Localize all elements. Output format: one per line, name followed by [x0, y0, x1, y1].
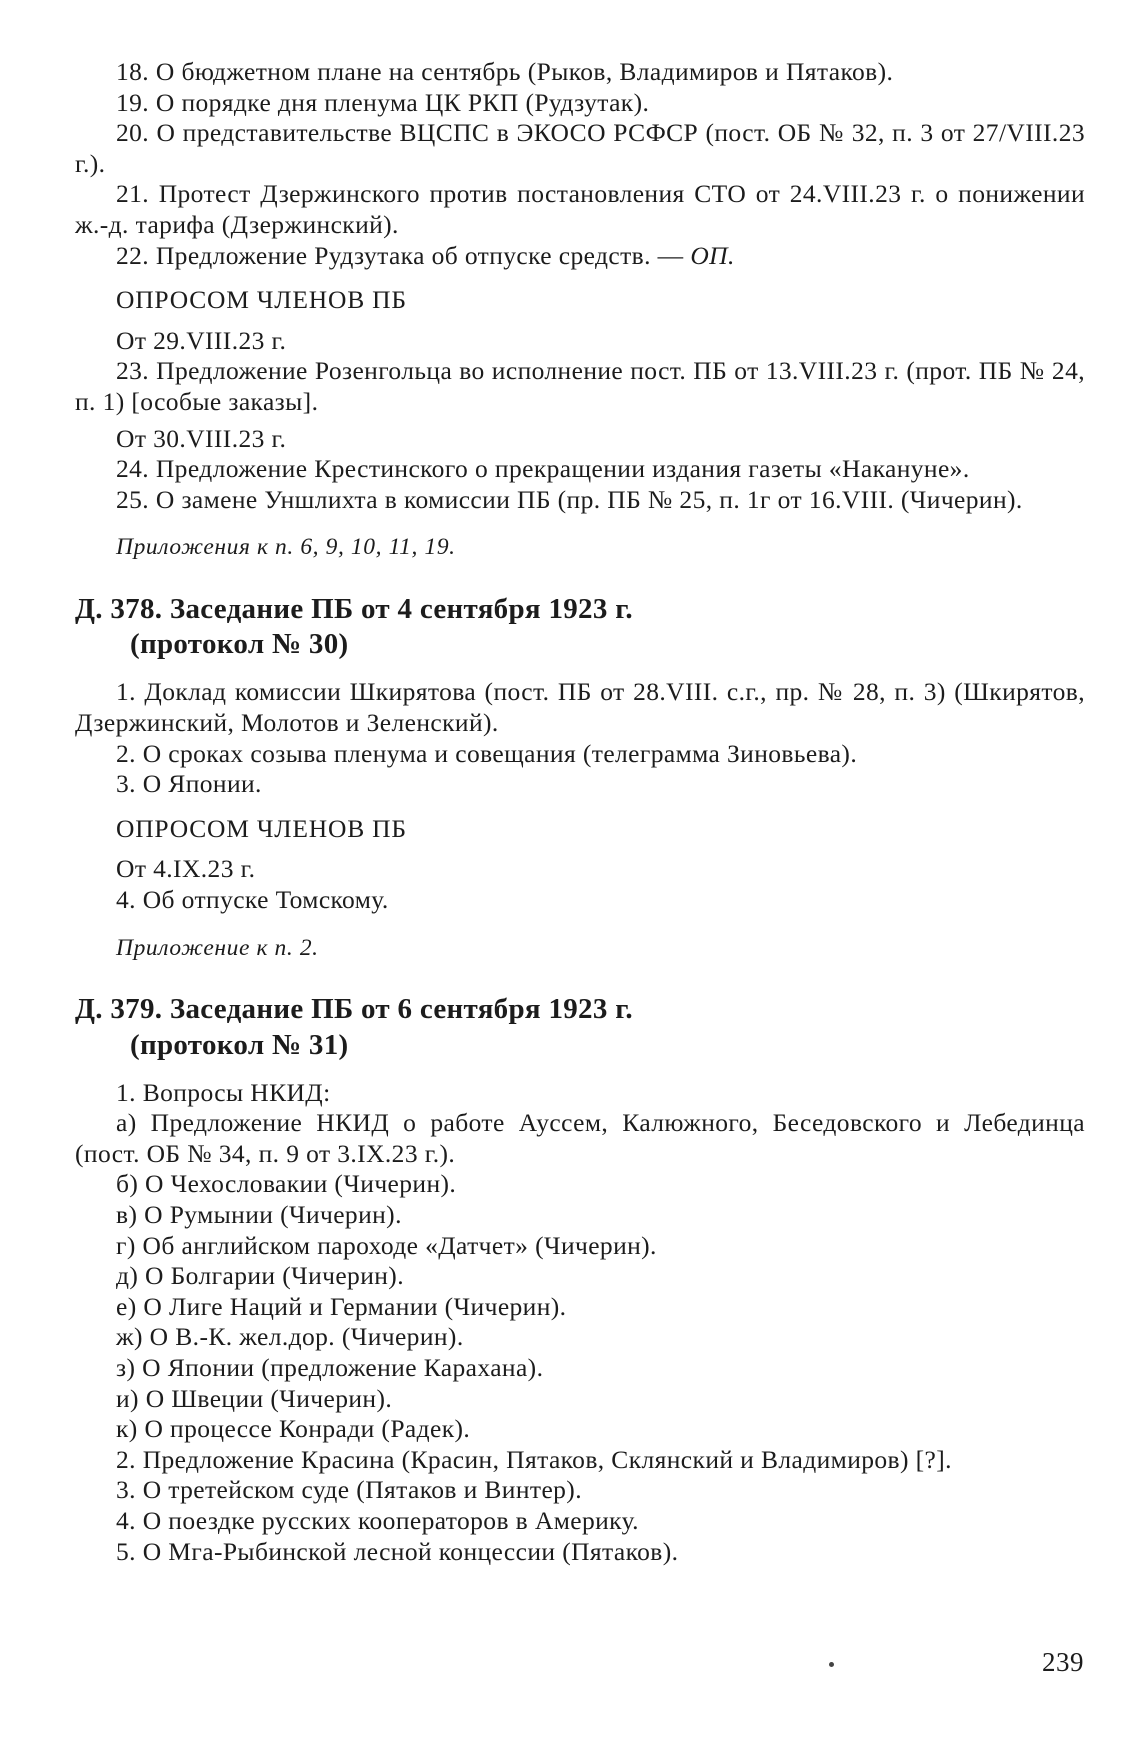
list-item: 24. Предложение Крестинского о прекращении издания газеты «Накануне». — [116, 454, 970, 484]
poll-date: От 4.IX.23 г. — [116, 854, 256, 884]
list-item: 2. О сроках созыва пленума и совещания (телеграмма Зиновьева). — [116, 738, 858, 768]
appendix-note: Приложения к п. 6, 9, 10, 11, 19. — [116, 534, 456, 561]
protocol-line: (протокол № 30) — [130, 628, 349, 661]
poll-heading: ОПРОСОМ ЧЛЕНОВ ПБ — [116, 813, 407, 843]
item-22-suffix: ОП. — [690, 240, 735, 270]
appendix-note: Приложение к п. 2. — [116, 934, 319, 961]
list-item: г) Об английском пароходе «Датчет» (Чичерин). — [116, 1230, 657, 1260]
list-item: а) Предложение НКИД о работе Ауссем, Калюжного, Беседовского и Лебединца (пост. ОБ № 34, п. 9 от 3.IX.23 г.). — [75, 1108, 1085, 1168]
list-item: 2. Предложение Красина (Красин, Пятаков, Склянский и Владимиров) [?]. — [116, 1444, 952, 1474]
list-item: 21. Протест Дзержинского против постановления СТО от 24.VIII.23 г. о понижении ж.-д. тарифа (Дзержинский). — [75, 179, 1085, 239]
list-item: 23. Предложение Розенгольца во исполнение пост. ПБ от 13.VIII.23 г. (прот. ПБ № 24, п. 1) [особые заказы]. — [75, 356, 1085, 416]
list-item: 19. О порядке дня пленума ЦК РКП (Рудзутак). — [116, 87, 650, 117]
list-item: д) О Болгарии (Чичерин). — [116, 1261, 404, 1291]
list-item: 4. О поездке русских кооператоров в Америку. — [116, 1505, 639, 1535]
poll-heading: ОПРОСОМ ЧЛЕНОВ ПБ — [116, 285, 407, 315]
protocol-line: (протокол № 31) — [130, 1028, 349, 1061]
document-379-title — [75, 992, 1085, 1064]
title-line: Д. 378. Заседание ПБ от 4 сентября 1923 г. — [75, 592, 633, 625]
list-item: 3. О Японии. — [116, 769, 262, 799]
list-item: в) О Румынии (Чичерин). — [116, 1200, 402, 1230]
list-item: 20. О представительстве ВЦСПС в ЭКОСО РСФСР (пост. ОБ № 32, п. 3 от 27/VIII.23 г.). — [75, 118, 1085, 178]
list-item: е) О Лиге Наций и Германии (Чичерин). — [116, 1291, 567, 1321]
page-number: 239 — [1042, 1647, 1084, 1677]
list-item: 3. О третейском суде (Пятаков и Винтер). — [116, 1475, 582, 1505]
list-item: и) О Швеции (Чичерин). — [116, 1383, 393, 1413]
list-item — [75, 241, 1085, 272]
document-378-title — [75, 592, 1085, 664]
list-item: ж) О В.-К. жел.дор. (Чичерин). — [116, 1322, 464, 1352]
list-item: 4. Об отпуске Томскому. — [116, 884, 389, 914]
list-item: 1. Доклад комиссии Шкирятова (пост. ПБ от 28.VIII. с.г., пр. № 28, п. 3) (Шкирятов, Дзержинский, Молотов и Зеленский). — [75, 677, 1085, 737]
list-item: 25. О замене Уншлихта в комиссии ПБ (пр. ПБ № 25, п. 1г от 16.VIII. (Чичерин). — [116, 484, 1023, 514]
item-22-text: 22. Предложение Рудзутака об отпуске средств. — — [116, 240, 691, 270]
poll-date: От 29.VIII.23 г. — [116, 325, 287, 355]
ink-dot — [829, 1662, 834, 1667]
list-item: б) О Чехословакии (Чичерин). — [116, 1169, 457, 1199]
list-item: з) О Японии (предложение Карахана). — [116, 1353, 544, 1382]
list-item: 18. О бюджетном плане на сентябрь (Рыков, Владимиров и Пятаков). — [116, 57, 894, 86]
list-item: к) О процессе Конради (Радек). — [116, 1414, 471, 1444]
title-line: Д. 379. Заседание ПБ от 6 сентября 1923 г. — [75, 992, 633, 1025]
list-item: 5. О Мга-Рыбинской лесной концессии (Пятаков). — [116, 1536, 679, 1566]
poll-date: От 30.VIII.23 г. — [116, 423, 287, 453]
document-page — [75, 57, 1085, 1567]
list-item: 1. Вопросы НКИД: — [116, 1077, 331, 1107]
